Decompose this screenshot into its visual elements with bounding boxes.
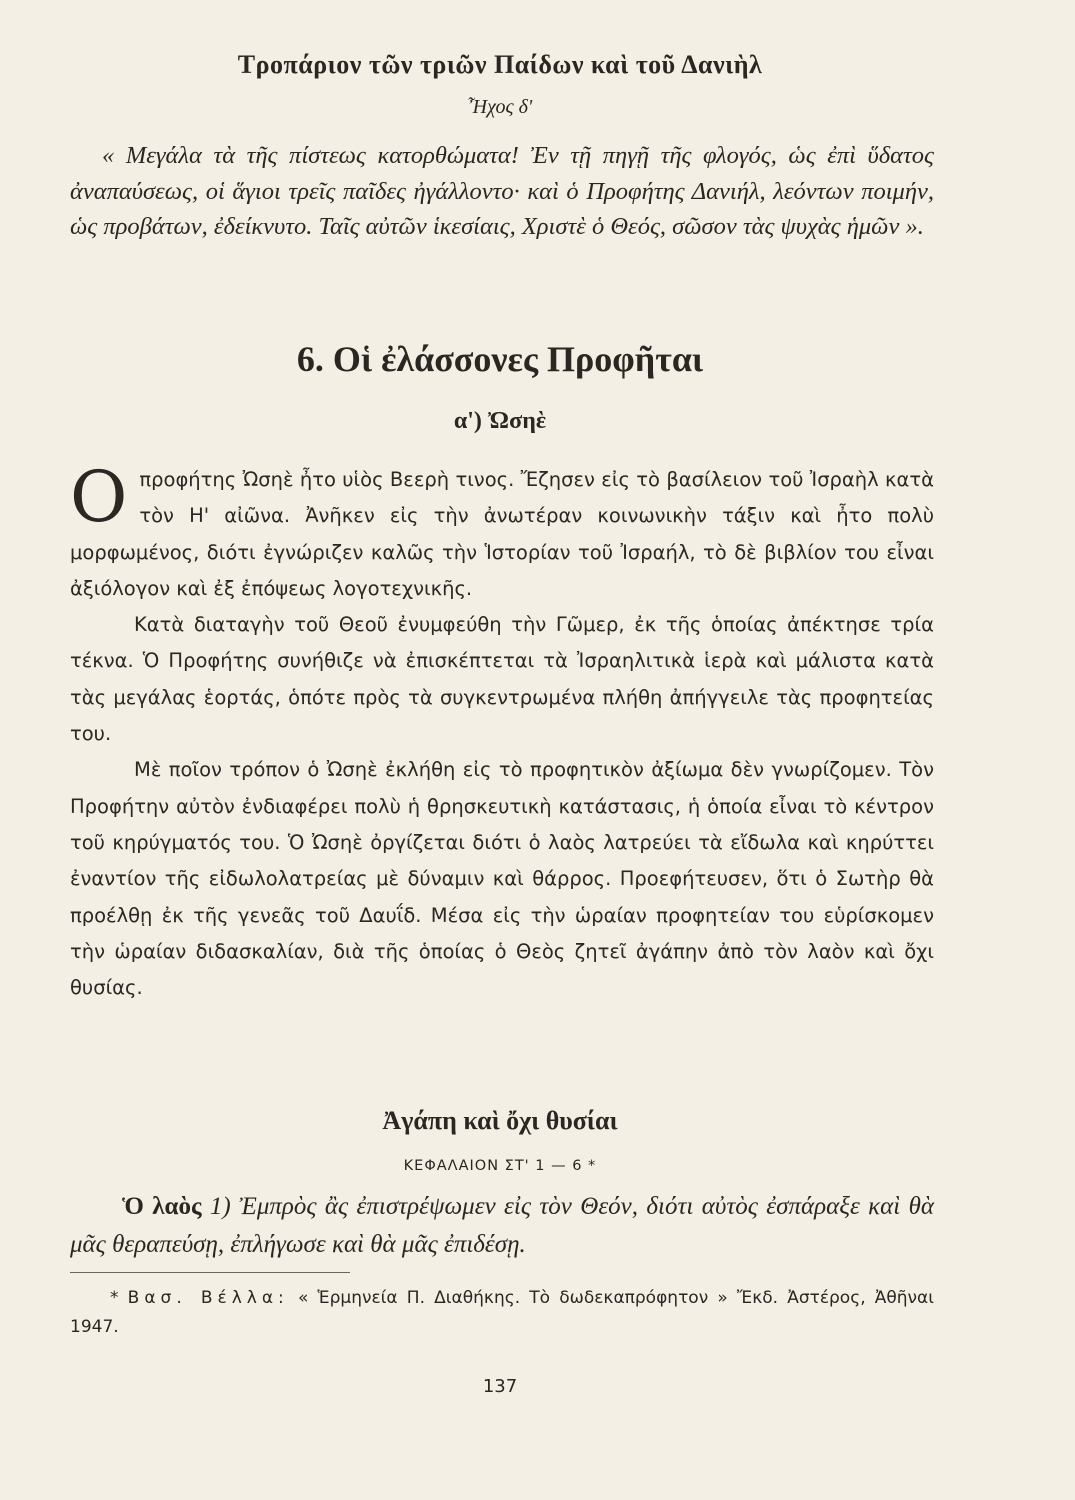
troparion-mode: Ἦχος δ' [467, 96, 533, 118]
verse-1 [70, 1188, 934, 1264]
chapter-reference: ΚΕΦΑΛΑΙΟΝ ΣΤ' 1 — 6 * [403, 1158, 597, 1174]
drop-cap: Ο [70, 456, 128, 538]
footnote-author: Βασ. Βέλλα: [127, 1288, 289, 1308]
footnote-marker: * [110, 1288, 119, 1308]
section-title: 6. Οἱ ἐλάσσονες Προφῆται [296, 339, 704, 379]
troparion-text-block [70, 138, 934, 245]
page-number: 137 [482, 1376, 518, 1397]
verse-block [70, 1188, 934, 1264]
section-subtitle: α') Ὠσηὲ [453, 408, 547, 434]
troparion-text: « Μεγάλα τὰ τῆς πίστεως κατορθώματα! Ἐν τῇ πηγῇ τῆς φλογός, ὡς ἐπὶ ὕδατος ἀναπαύσεως, οἱ ἅγιοι τρεῖς παῖδες ἠγάλλοντο· καὶ ὁ Προφήτης Δανιήλ, λεόντων ποιμήν, ὡς προβάτων, ἐδείκνυτο. Ταῖς αὐτῶν ἱκεσίαις, Χριστὲ ὁ Θεός, σῶσον τὰς ψυχὰς ἡμῶν ». [70, 142, 934, 240]
verse-text: 1) Ἐμπρὸς ἂς ἐπιστρέψωμεν εἰς τὸν Θεόν, διότι αὐτὸς ἐσπάραξε καὶ θὰ μᾶς θεραπεύσῃ, ἐπλήγωσε καὶ θὰ μᾶς ἐπιδέσῃ. [70, 1193, 935, 1258]
paragraph-1-text: προφήτης Ὠσηὲ ἦτο υἱὸς Βεερὴ τινος. Ἔζησεν εἰς τὸ βασίλειον τοῦ Ἰσραὴλ κατὰ τὸν Η' αἰῶνα. Ἀνῆκεν εἰς τὴν ἀνωτέραν κοινωνικὴν τάξιν καὶ ἦτο πολὺ μορφωμένος, διότι ἐγνώριζεν καλῶς τὴν Ἱστορίαν τοῦ Ἰσραήλ, τὸ δὲ βιβλίον του εἶναι ἀξιόλογον καὶ ἐξ ἐπόψεως λογοτεχνικῆς. [70, 468, 934, 600]
paragraph-3: Μὲ ποῖον τρόπον ὁ Ὠσηὲ ἐκλήθη εἰς τὸ προφητικὸν ἀξίωμα δὲν γνωρίζομεν. Τὸν Προφήτην αὐτὸν ἐνδιαφέρει πολὺ ἡ θρησκευτικὴ κατάστασις, ἡ ὁποία εἶναι τὸ κέντρον τοῦ κηρύγματός του. Ὁ Ὠσηὲ ὀργίζεται διότι ὁ λαὸς λατρεύει τὰ εἴδωλα καὶ κηρύττει ἐναντίον τῆς εἰδωλολατρείας μὲ δύναμιν καὶ θάρρος. Προεφήτευσεν, ὅτι ὁ Σωτὴρ θὰ προέλθῃ ἐκ τῆς γενεᾶς τοῦ Δαυΐδ. Μέσα εἰς τὴν ὡραίαν προφητείαν του εὑρίσκομεν τὴν ὡραίαν διδασκαλίαν, διὰ τῆς ὁποίας ὁ Θεὸς ζητεῖ ἀγάπην ἀπὸ τὸν λαὸν καὶ ὄχι θυσίας. [70, 758, 934, 1000]
footnote-line [70, 1284, 934, 1342]
footnote-text: « Ἑρμηνεία Π. Διαθήκης. Τὸ δωδεκαπρόφητον » Ἔκδ. Ἀστέρος, Ἀθῆναι 1947. [70, 1288, 935, 1337]
paragraph-1 [70, 456, 934, 607]
footnote [70, 1284, 934, 1342]
body-text [70, 456, 934, 1006]
verse-speaker: Ὁ λαὸς [122, 1193, 202, 1220]
footnote-divider [70, 1272, 350, 1273]
agape-title: Ἀγάπη καὶ ὄχι θυσίαι [382, 1106, 618, 1135]
paragraph-2: Κατὰ διαταγὴν τοῦ Θεοῦ ἐνυμφεύθη τὴν Γῶμερ, ἐκ τῆς ὁποίας ἀπέκτησε τρία τέκνα. Ὁ Προφήτης συνήθιζε νὰ ἐπισκέπτεται τὰ Ἰσραηλιτικὰ ἱερὰ καὶ μάλιστα κατὰ τὰς μεγάλας ἑορτάς, ὁπότε πρὸς τὰ συγκεντρωμένα πλήθη ἀπήγγειλε τὰς προφητείας του. [70, 613, 934, 746]
troparion-title: Τροπάριον τῶν τριῶν Παίδων καὶ τοῦ Δανιὴλ [237, 50, 763, 79]
